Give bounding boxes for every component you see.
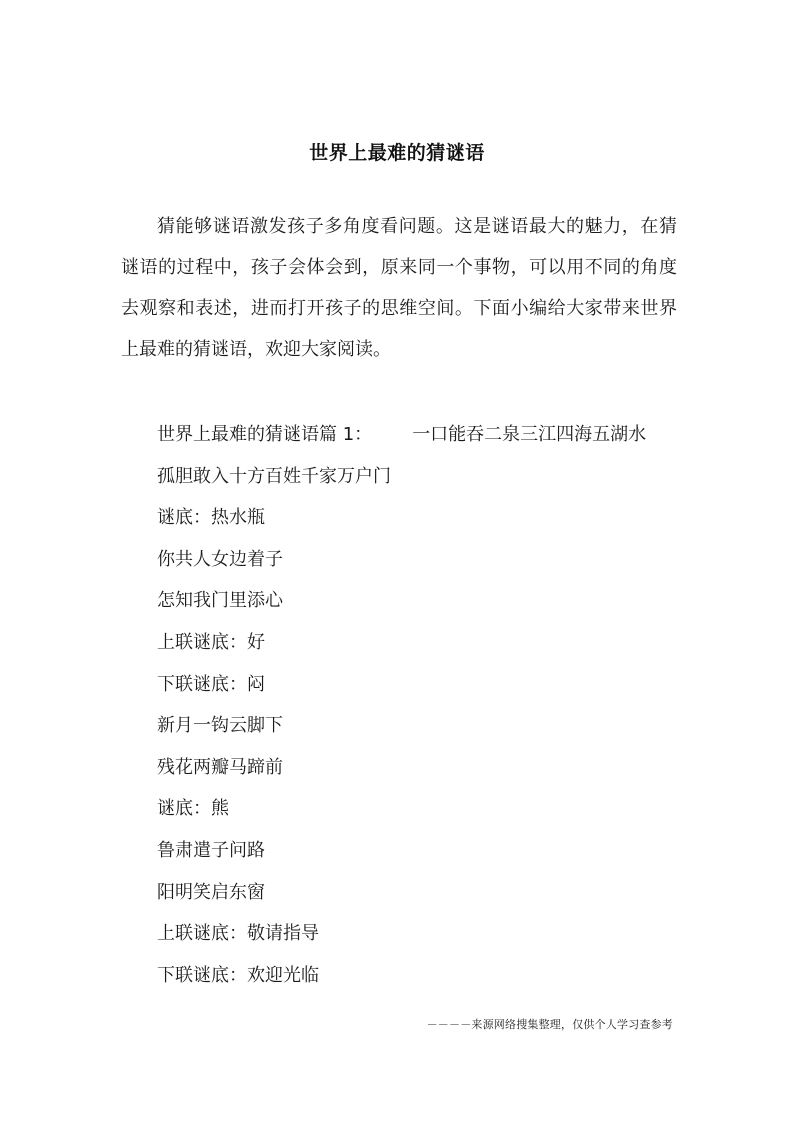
riddle-answer: 下联谜底：欢迎光临 [157, 964, 319, 986]
riddle-line: 孤胆敢入十方百姓千家万户门 [157, 465, 391, 487]
document-title: 世界上最难的猜谜语 [309, 142, 485, 164]
riddle-answer: 上联谜底：好 [157, 631, 265, 653]
riddle-line: 鲁肃遣子问路 [157, 839, 265, 861]
riddle-answer: 下联谜底：闷 [157, 673, 265, 695]
riddle-line [157, 414, 677, 456]
riddle-line: 残花两瓣马蹄前 [157, 756, 283, 778]
riddle-line: 阳明笑启东窗 [157, 881, 265, 903]
riddle-answer: 谜底：热水瓶 [157, 507, 265, 529]
riddle-line: 你共人女边着子 [157, 548, 283, 570]
riddle-text: 一口能吞二泉三江四海五湖水 [412, 424, 647, 445]
source-footer: －－－－来源网络搜集整理，仅供个人学习查参考 [426, 1018, 673, 1031]
riddle-answer: 上联谜底：敬请指导 [157, 923, 319, 945]
riddle-answer: 谜底：熊 [157, 798, 229, 820]
riddle-list [157, 414, 677, 996]
intro-paragraph: 猜能够谜语激发孩子多角度看问题。这是谜语最大的魅力，在猜谜语的过程中，孩子会体会到，原来同一个事物，可以用不同的角度去观察和表述，进而打开孩子的思维空间。下面小编给大家带来世界上最难的猜谜语，欢迎大家阅读。 [121, 216, 677, 360]
riddle-line: 新月一钩云脚下 [157, 715, 283, 737]
riddle-line: 怎知我门里添心 [157, 590, 283, 612]
section-heading: 世界上最难的猜谜语篇 1： [157, 424, 373, 445]
